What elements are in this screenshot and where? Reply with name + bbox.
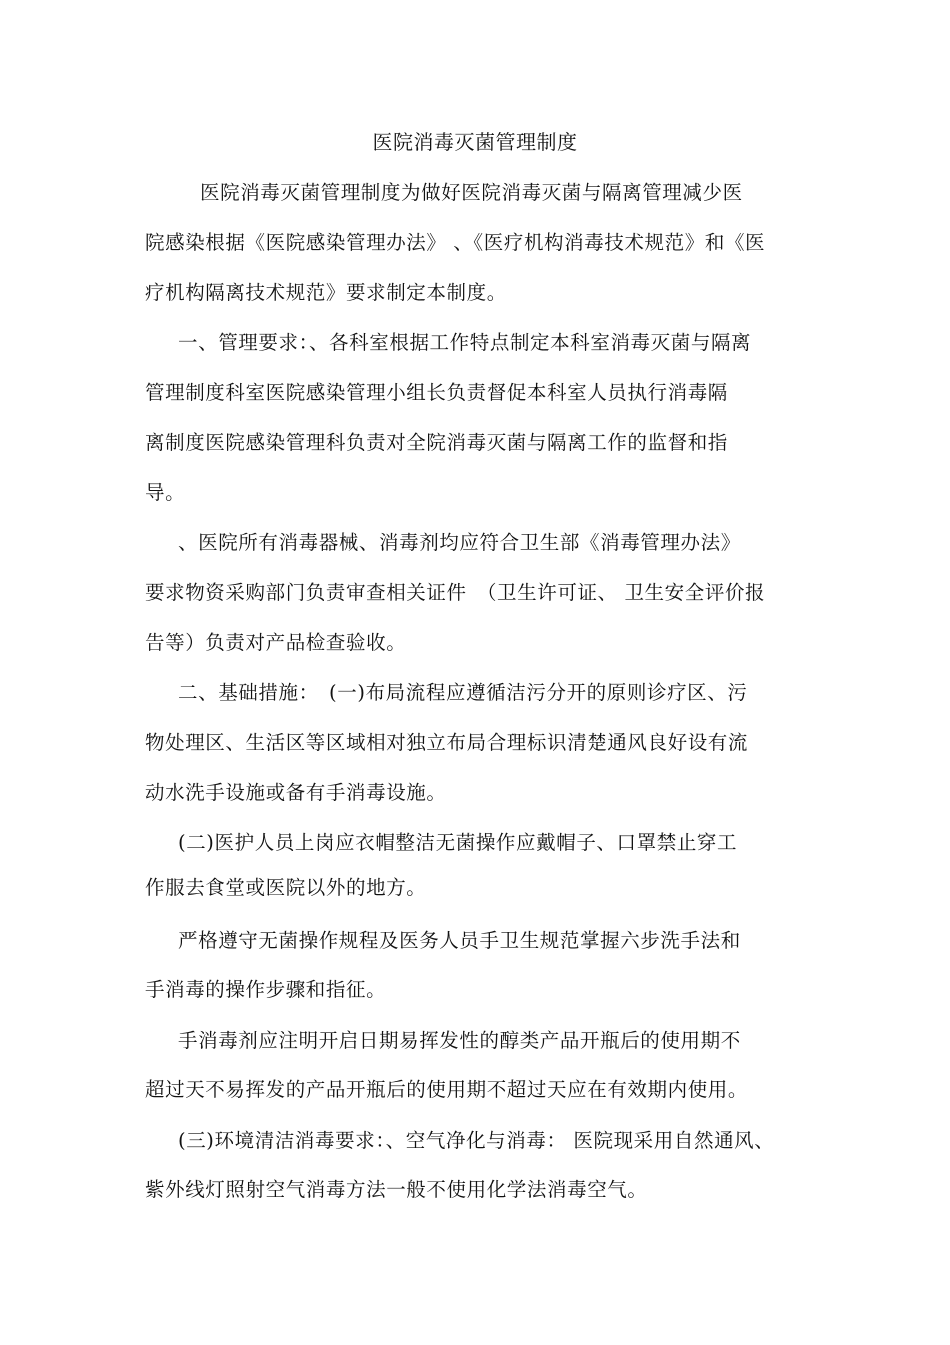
paragraph-line: 动水洗手设施或备有手消毒设施。: [145, 781, 447, 804]
paragraph-line: 、医院所有消毒器械、消毒剂均应符合卫生部《消毒管理办法》: [178, 531, 741, 554]
paragraph-line: 要求物资采购部门负责审查相关证件 （卫生许可证、 卫生安全评价报: [145, 581, 766, 604]
paragraph-line: 作服去食堂或医院以外的地方。: [145, 876, 427, 899]
paragraph-line: 告等）负责对产品检查验收。: [145, 631, 407, 654]
paragraph-line: (二)医护人员上岗应衣帽整洁无菌操作应戴帽子、口罩禁止穿工: [178, 831, 738, 854]
paragraph-line: 疗机构隔离技术规范》要求制定本制度。: [145, 281, 507, 304]
paragraph-line: 超过天不易挥发的产品开瓶后的使用期不超过天应在有效期内使用。: [145, 1078, 749, 1101]
paragraph-line: 离制度医院感染管理科负责对全院消毒灭菌与隔离工作的监督和指: [145, 431, 728, 454]
paragraph-line: 导。: [145, 481, 186, 504]
paragraph-line: 紫外线灯照射空气消毒方法一般不使用化学法消毒空气。: [145, 1178, 648, 1201]
paragraph-line: 医院消毒灭菌管理制度为做好医院消毒灭菌与隔离管理减少医: [200, 181, 743, 204]
paragraph-line: 严格遵守无菌操作规程及医务人员手卫生规范掌握六步洗手法和: [178, 929, 741, 952]
paragraph-line: 院感染根据《医院感染管理办法》 、《医疗机构消毒技术规范》和《医: [145, 231, 766, 254]
paragraph-line: 手消毒的操作步骤和指征。: [145, 978, 387, 1001]
paragraph-line: 物处理区、生活区等区域相对独立布局合理标识清楚通风良好设有流: [145, 731, 749, 754]
document-title: 医院消毒灭菌管理制度: [372, 130, 578, 154]
paragraph-line: 一、管理要求：、各科室根据工作特点制定本科室消毒灭菌与隔离: [178, 331, 752, 354]
paragraph-line: (三)环境清洁消毒要求：、空气净化与消毒： 医院现采用自然通风、: [178, 1129, 775, 1152]
paragraph-line: 二、基础措施： (一)布局流程应遵循洁污分开的原则诊疗区、污: [178, 681, 748, 704]
paragraph-line: 手消毒剂应注明开启日期易挥发性的醇类产品开瓶后的使用期不: [178, 1029, 741, 1052]
paragraph-line: 管理制度科室医院感染管理小组长负责督促本科室人员执行消毒隔: [145, 381, 728, 404]
